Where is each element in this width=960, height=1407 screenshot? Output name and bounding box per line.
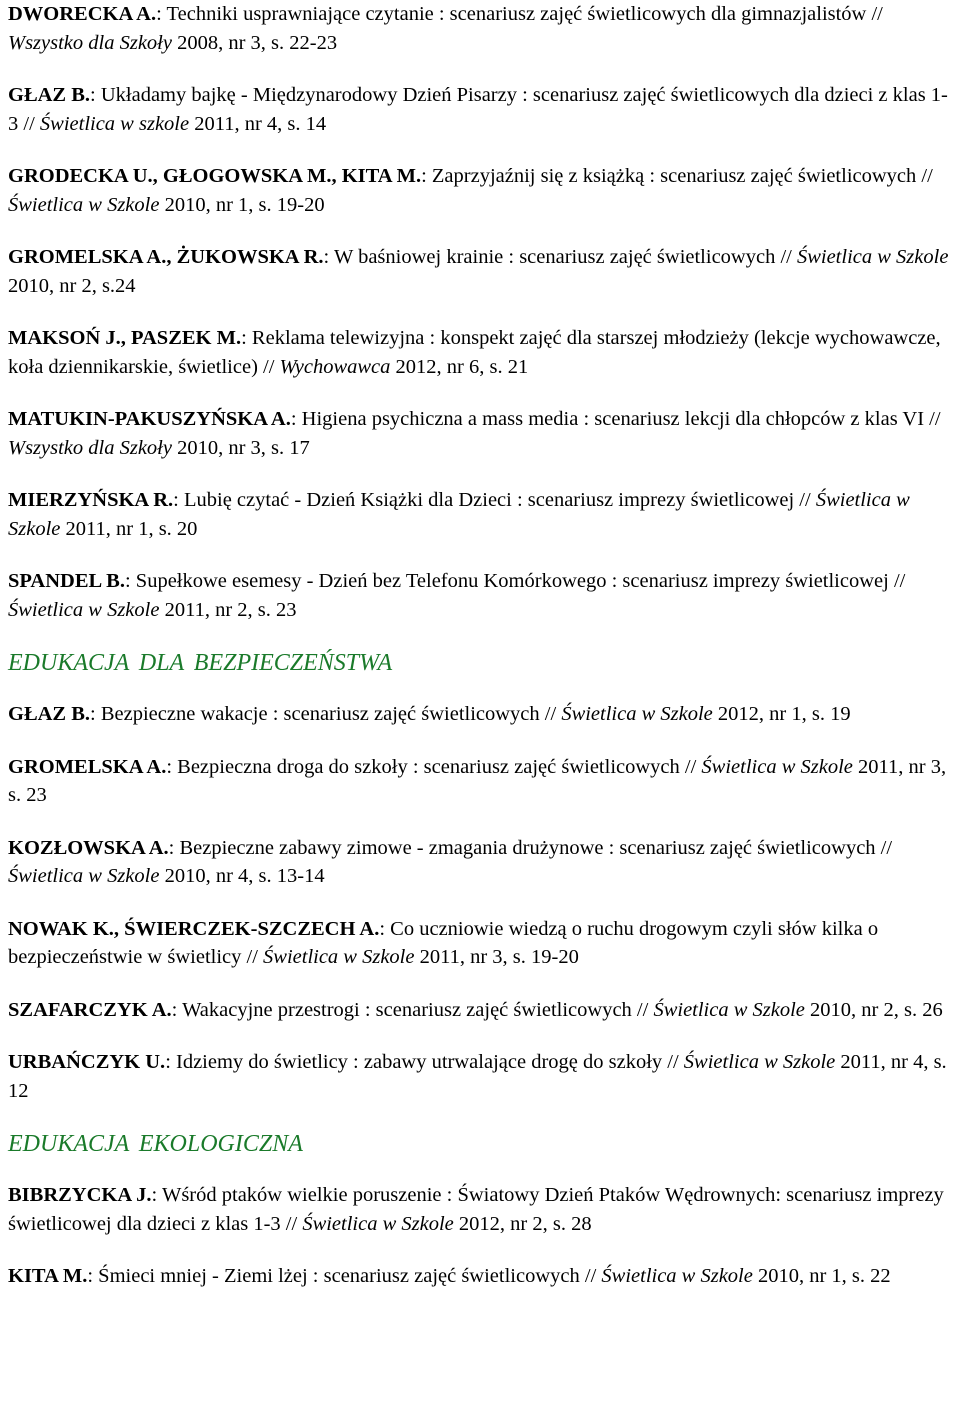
entry-citation-details: 2010, nr 1, s. 22 [752, 1265, 891, 1287]
entry-journal: Świetlica w Szkole [8, 865, 160, 887]
bibliography-entry [8, 243, 952, 300]
entry-citation-details: 2011, nr 1, s. 20 [60, 517, 198, 540]
entry-journal: Świetlica w Szkole [8, 489, 910, 540]
bibliography-entry [8, 0, 952, 57]
entry-journal: Świetlica w szkole [39, 112, 190, 135]
entry-journal: Wszystko dla Szkoły [8, 31, 172, 54]
entry-journal: Świetlica w Szkole [796, 246, 949, 268]
section-heading: EDUKACJA DLA BEZPIECZEŃSTWA [8, 650, 393, 676]
section-heading: EDUKACJA EKOLOGICZNA [8, 1131, 303, 1157]
bibliography-entry [8, 1048, 952, 1105]
entry-title: : Techniki usprawniające czytanie : scenariusz zajęć świetlicowych dla gimnazjalistów // [156, 3, 883, 25]
entry-journal: Wszystko dla Szkoły [8, 436, 172, 459]
entry-title: : Supełkowe esemesy - Dzień bez Telefonu Komórkowego : scenariusz imprezy świetlicowej // [124, 570, 906, 592]
entry-citation-details: 2012, nr 2, s. 28 [453, 1212, 592, 1235]
entry-title: : W baśniowej krainie : scenariusz zajęć świetlicowych // [323, 246, 797, 268]
entry-journal: Świetlica w Szkole [302, 1212, 454, 1235]
bibliography-entry [8, 996, 952, 1025]
bibliography-entry [8, 567, 952, 624]
entry-author: GROMELSKA A. [8, 755, 167, 778]
entry-citation-details: 2011, nr 3, s. 19-20 [414, 946, 579, 968]
entry-journal: Świetlica w Szkole [561, 703, 713, 725]
entry-citation-details: 2010, nr 1, s. 19-20 [159, 193, 325, 216]
entry-journal: Świetlica w Szkole [8, 193, 160, 216]
entry-title: : Idziemy do świetlicy : zabawy utrwalające drogę do szkoły // [165, 1051, 684, 1073]
entry-title: : Wśród ptaków wielkie poruszenie : Światowy Dzień Ptaków Wędrownych: scenariusz imprezy świetlicowej dla dzieci z klas 1-3 // [8, 1184, 944, 1235]
bibliography-entry [8, 81, 952, 138]
entry-author: MAKSOŃ J., PASZEK M. [8, 327, 242, 349]
bibliography-entry [8, 700, 952, 729]
entry-citation-details: 2008, nr 3, s. 22-23 [171, 31, 338, 54]
entry-title: : Wakacyjne przestrogi : scenariusz zajęć świetlicowych // [171, 998, 654, 1021]
bibliography-entry [8, 405, 952, 462]
bibliography-entry [8, 1181, 952, 1238]
entry-citation-details: 2010, nr 2, s. 26 [804, 998, 943, 1021]
bibliography-entry [8, 486, 952, 543]
bibliography-entry [8, 915, 952, 972]
entry-citation-details: 2011, nr 4, s. 12 [8, 1051, 947, 1102]
entry-journal: Wychowawca [279, 355, 391, 378]
entry-title: : Układamy bajkę - Międzynarodowy Dzień Pisarzy : scenariusz zajęć świetlicowych dla dzieci z klas 1-3 // [8, 84, 948, 135]
entry-citation-details: 2011, nr 4, s. 14 [189, 112, 327, 135]
entry-author: BIBRZYCKA J. [8, 1184, 152, 1206]
entry-author: URBAŃCZYK U. [8, 1051, 166, 1073]
entry-author: KOZŁOWSKA A. [8, 836, 169, 859]
entry-author: MIERZYŃSKA R. [8, 489, 174, 511]
entry-citation-details: 2012, nr 6, s. 21 [390, 355, 529, 378]
entry-title: : Co uczniowie wiedzą o ruchu drogowym czyli słów kilka o bezpieczeństwie w świetlicy // [8, 917, 879, 968]
entry-citation-details: 2010, nr 4, s. 13-14 [159, 865, 325, 887]
entry-citation-details: 2011, nr 2, s. 23 [159, 598, 297, 621]
entry-journal: Świetlica w Szkole [263, 946, 415, 968]
entry-journal: Świetlica w Szkole [653, 998, 805, 1021]
entry-author: KITA M. [8, 1265, 88, 1287]
entry-title: : Lubię czytać - Dzień Książki dla Dzieci : scenariusz imprezy świetlicowej // [173, 489, 816, 511]
entry-author: MATUKIN-PAKUSZYŃSKA A. [8, 408, 291, 430]
bibliography-entry [8, 162, 952, 219]
entry-author: DWORECKA A. [8, 3, 157, 25]
entry-title: : Reklama telewizyjna : konspekt zajęć dla starszej młodzieży (lekcje wychowawcze, koła dziennikarskie, świetlice) // [8, 327, 941, 378]
entry-title: : Bezpieczne wakacje : scenariusz zajęć świetlicowych // [90, 703, 562, 725]
entry-title: : Bezpieczne zabawy zimowe - zmagania drużynowe : scenariusz zajęć świetlicowych // [168, 836, 893, 859]
entry-author: GROMELSKA A., ŻUKOWSKA R. [8, 246, 324, 268]
entry-title: : Higiena psychiczna a mass media : scenariusz lekcji dla chłopców z klas VI // [290, 408, 941, 430]
bibliography-list [8, 0, 952, 1291]
bibliography-entry [8, 1262, 952, 1291]
bibliography-entry [8, 324, 952, 381]
entry-citation-details: 2012, nr 1, s. 19 [712, 703, 851, 725]
entry-title: : Bezpieczna droga do szkoły : scenariusz zajęć świetlicowych // [166, 755, 702, 778]
entry-author: GŁAZ B. [8, 84, 91, 106]
entry-citation-details: 2010, nr 3, s. 17 [171, 436, 310, 459]
entry-author: NOWAK K., ŚWIERCZEK-SZCZECH A. [8, 917, 380, 940]
entry-author: SPANDEL B. [8, 570, 125, 592]
bibliography-entry [8, 834, 952, 891]
entry-title: : Zaprzyjaźnij się z książką : scenariusz zajęć świetlicowych // [421, 165, 933, 187]
entry-citation-details: 2010, nr 2, s.24 [8, 274, 136, 297]
entry-citation-details: 2011, nr 3, s. 23 [8, 755, 947, 806]
entry-author: GRODECKA U., GŁOGOWSKA M., KITA M. [8, 165, 422, 187]
entry-journal: Świetlica w Szkole [683, 1051, 836, 1073]
entry-journal: Świetlica w Szkole [8, 598, 160, 621]
entry-journal: Świetlica w Szkole [601, 1265, 753, 1287]
entry-author: SZAFARCZYK A. [8, 998, 172, 1021]
entry-author: GŁAZ B. [8, 703, 91, 725]
entry-journal: Świetlica w Szkole [701, 755, 853, 778]
entry-title: : Śmieci mniej - Ziemi lżej : scenariusz zajęć świetlicowych // [87, 1265, 602, 1287]
bibliography-entry [8, 753, 952, 810]
